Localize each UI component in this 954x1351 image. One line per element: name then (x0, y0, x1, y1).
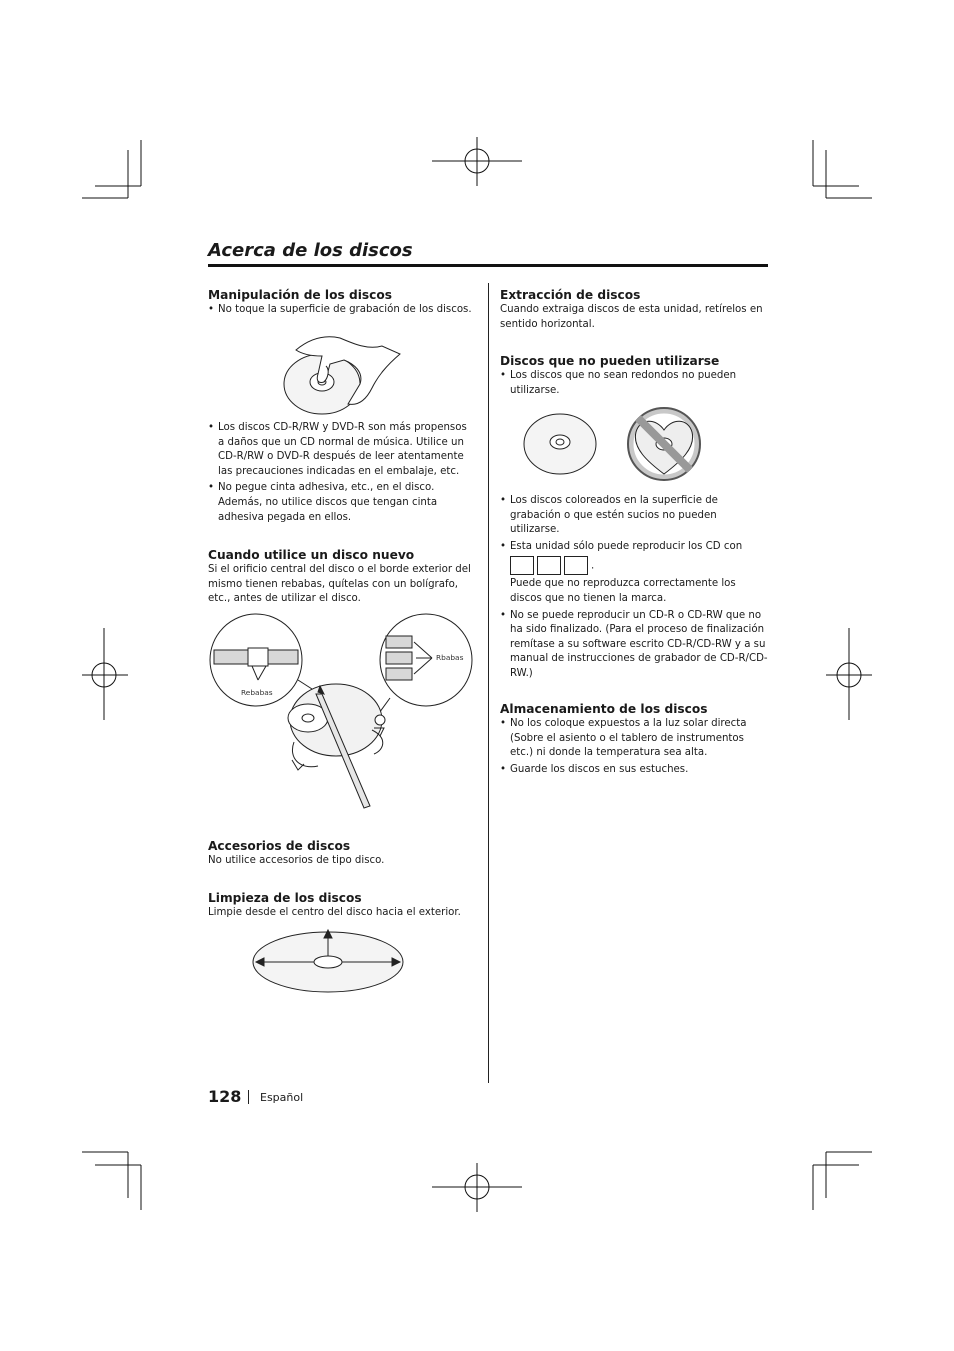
compact-disc-logo-icon (510, 556, 534, 575)
label-rebabas: Rebabas (241, 688, 273, 697)
section-no-pueden-bullets (500, 494, 768, 684)
compact-disc-text-logo-icon (537, 556, 561, 575)
figure-cleaning-disc (250, 926, 406, 996)
heading-no-pueden: Discos que no pueden utilizarse (500, 354, 720, 368)
title-rule (208, 264, 768, 267)
bullet-estuches: • Guarde los discos en sus estuches. (500, 763, 768, 778)
bullet-cdr-dvdr: • Los discos CD-R/RW y DVD-R son más propensos a daños que un CD normal de música. Utilice un CD-R/RW o DVD-R después de leer atentamente las precauciones indicadas en el embalaje, etc. (208, 421, 476, 479)
text-disco-nuevo: Si el orificio central del disco o el borde exterior del mismo tienen rebabas, quítelas con un bolígrafo, etc., antes de utilizar el disco. (208, 564, 471, 605)
bullet-solo-cd (500, 540, 768, 607)
section-accesorios (208, 839, 476, 869)
bullet-coloreados: • Los discos coloreados en la superficie de grabación o que estén sucios no pueden utilizarse. (500, 494, 768, 538)
figure-non-round-discs (520, 404, 706, 484)
section-no-pueden (500, 354, 768, 400)
footer-separator (248, 1090, 249, 1104)
text-limpieza: Limpie desde el centro del disco hacia el exterior. (208, 907, 461, 918)
heading-almacenamiento: Almacenamiento de los discos (500, 702, 708, 716)
heading-limpieza: Limpieza de los discos (208, 891, 362, 905)
bullet-no-finalizado: • No se puede reproducir un CD-R o CD-RW que no ha sido finalizado. (Para el proceso de finalización remítase a su software escrito CD-R/CD-RW y a su manual de instrucciones de grabador de CD-R/CD-RW.) (500, 609, 768, 682)
section-extraccion (500, 288, 768, 332)
bullet-luz-solar: • No los coloque expuestos a la luz solar directa (Sobre el asiento o el tablero de instrumentos etc.) ni donde la temperatura sea alta. (500, 717, 768, 761)
footer-language: Español (260, 1091, 304, 1104)
bullet-no-toque: • No toque la superficie de grabación de los discos. (208, 303, 476, 318)
compact-disc-recordable-logo-icon (564, 556, 588, 575)
label-rbabas: Rbabas (436, 653, 464, 662)
text-sin-marca: Puede que no reproduzca correctamente los discos que no tienen la marca. (510, 578, 736, 604)
section-disco-nuevo (208, 548, 476, 607)
heading-accesorios: Accesorios de discos (208, 839, 351, 853)
section-manipulacion-bullets (208, 421, 476, 527)
heading-disco-nuevo: Cuando utilice un disco nuevo (208, 548, 415, 562)
disc-logos: . (510, 556, 594, 575)
figure-removing-burrs (208, 610, 476, 815)
bullet-cinta-adhesiva: • No pegue cinta adhesiva, etc., en el disco. Además, no utilice discos que tengan cinta adhesiva pegada en ellos. (208, 481, 476, 525)
section-limpieza (208, 891, 476, 921)
page-title: Acerca de los discos (208, 240, 413, 261)
page-number: 128 (208, 1087, 242, 1106)
figure-hand-holding-disc (282, 326, 406, 420)
section-almacenamiento (500, 702, 768, 779)
section-manipulacion (208, 288, 476, 320)
text-solo-cd: Esta unidad sólo puede reproducir los CD con (510, 540, 743, 552)
text-extraccion: Cuando extraiga discos de esta unidad, retírelos en sentido horizontal. (500, 304, 763, 330)
heading-extraccion: Extracción de discos (500, 288, 641, 302)
column-divider (488, 283, 489, 1083)
text-accesorios: No utilice accesorios de tipo disco. (208, 855, 385, 866)
bullet-no-redondos: • Los discos que no sean redondos no pueden utilizarse. (500, 369, 768, 398)
heading-manipulacion: Manipulación de los discos (208, 288, 392, 302)
